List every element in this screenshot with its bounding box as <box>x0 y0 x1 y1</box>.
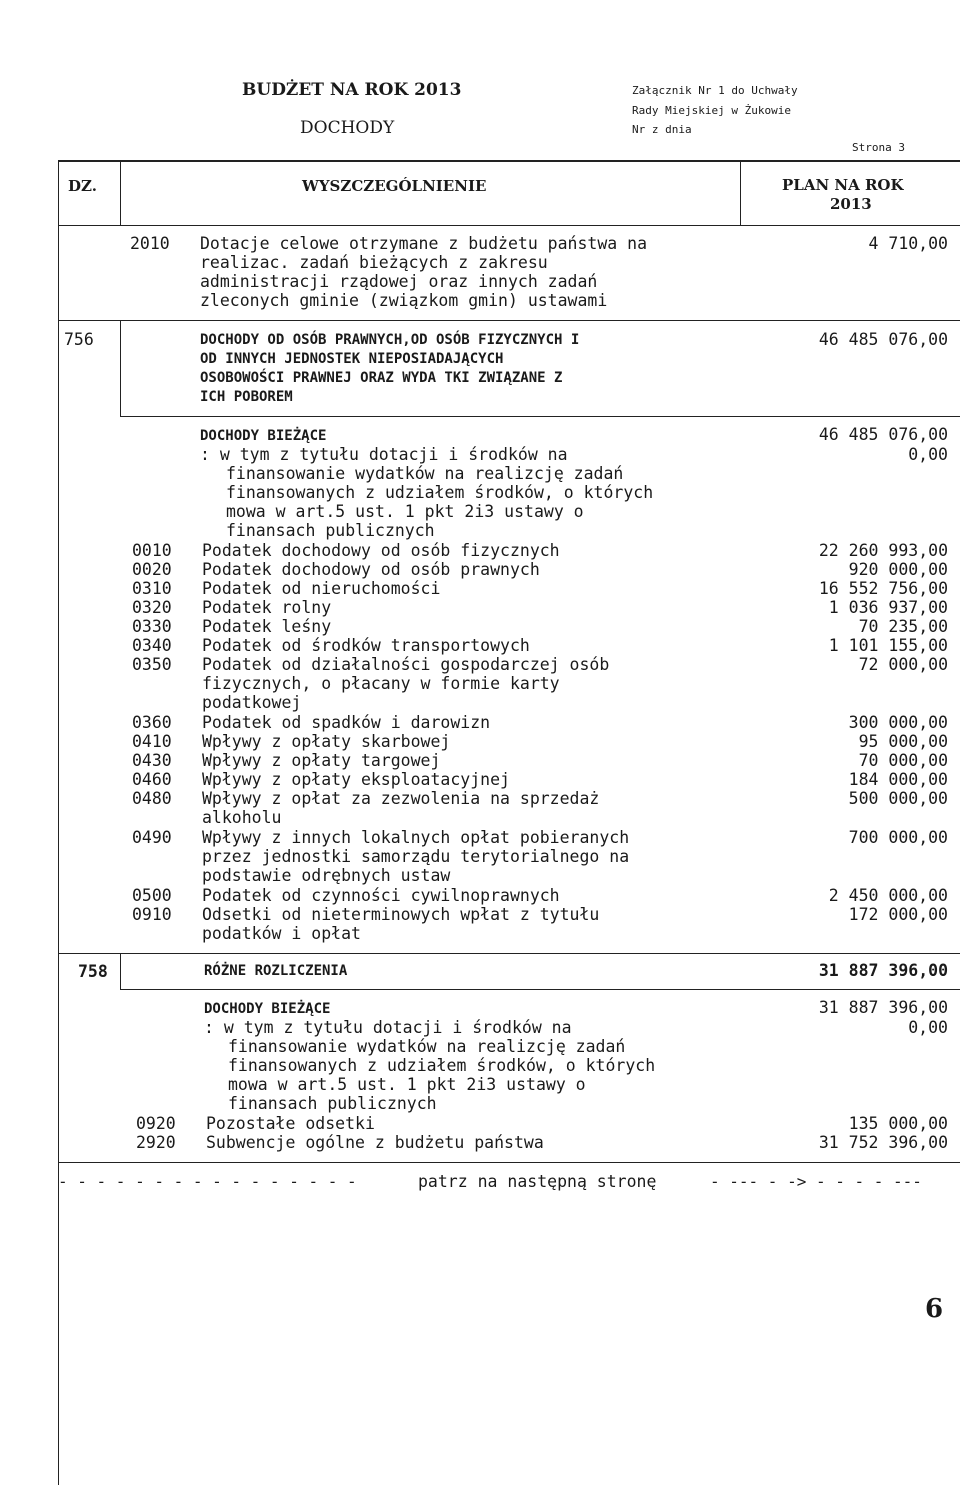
item-description: alkoholu <box>202 808 282 827</box>
subsection-note: : w tym z tytułu dotacji i środków na <box>204 1018 572 1037</box>
row-code: 2010 <box>130 234 170 253</box>
item-description: Wpływy z opłaty skarbowej <box>202 732 451 751</box>
item-amount: 16 552 756,00 <box>818 579 948 598</box>
item-amount: 1 036 937,00 <box>828 598 948 617</box>
item-code: 0330 <box>132 617 172 636</box>
row-description: realizac. zadań bieżących z zakresu <box>200 253 548 272</box>
subsection-amount: 31 887 396,00 <box>818 998 948 1017</box>
item-code: 2920 <box>136 1133 176 1152</box>
row-amount: 4 710,00 <box>868 234 948 253</box>
subsection-note: finansowanie wydatków na realizcję zadań <box>228 1037 626 1056</box>
item-code: 0920 <box>136 1114 176 1133</box>
item-code: 0410 <box>132 732 172 751</box>
section-756-title-bottom <box>120 416 960 417</box>
plan-column-divider <box>740 160 741 226</box>
item-description: podstawie odrębnych ustaw <box>202 866 451 885</box>
item-amount: 31 752 396,00 <box>818 1133 948 1152</box>
item-code: 0020 <box>132 560 172 579</box>
item-description: Podatek dochodowy od osób fizycznych <box>202 541 560 560</box>
item-code: 0360 <box>132 713 172 732</box>
item-code: 0460 <box>132 770 172 789</box>
item-amount: 1 101 155,00 <box>828 636 948 655</box>
item-code: 0500 <box>132 886 172 905</box>
subsection-title: DOCHODY BIEŻĄCE <box>204 1001 331 1017</box>
item-description: Podatek leśny <box>202 617 332 636</box>
table-left-border <box>58 160 59 1485</box>
item-amount: 300 000,00 <box>848 713 948 732</box>
subsection-note: mowa w art.5 ust. 1 pkt 2i3 ustawy o <box>228 1075 586 1094</box>
page-label: Strona 3 <box>852 141 905 154</box>
item-description: podatkowej <box>202 693 302 712</box>
dz-column-divider <box>120 160 121 226</box>
section-title: ICH POBOREM <box>200 389 293 405</box>
item-code: 0010 <box>132 541 172 560</box>
item-amount: 184 000,00 <box>848 770 948 789</box>
subsection-note: finansowanie wydatków na realizcję zadań <box>226 464 624 483</box>
item-description: Podatek od działalności gospodarczej osób <box>202 655 610 674</box>
subsection-note: : w tym z tytułu dotacji i środków na <box>200 445 568 464</box>
item-code: 0310 <box>132 579 172 598</box>
item-description: Subwencje ogólne z budżetu państwa <box>206 1133 544 1152</box>
row-description: zleconych gminie (związkom gmin) ustawami <box>200 291 608 310</box>
item-code: 0910 <box>132 905 172 924</box>
column-header-dz: DZ. <box>68 177 97 195</box>
section-758-title-bottom <box>120 989 960 990</box>
column-header-plan: PLAN NA ROK <box>782 176 904 194</box>
item-amount: 22 260 993,00 <box>818 541 948 560</box>
subsection-note-amount: 0,00 <box>908 1018 948 1037</box>
column-header-description: WYSZCZEGÓLNIENIE <box>302 177 487 195</box>
item-description: fizycznych, o płacany w formie karty <box>202 674 560 693</box>
item-amount: 500 000,00 <box>848 789 948 808</box>
annex-line-1: Załącznik Nr 1 do Uchwały <box>632 84 798 97</box>
item-description: Odsetki od nieterminowych wpłat z tytułu <box>202 905 600 924</box>
subsection-amount: 46 485 076,00 <box>818 425 948 444</box>
subsection-note: finansach publicznych <box>226 521 435 540</box>
item-description: Podatek dochodowy od osób prawnych <box>202 560 540 579</box>
item-code: 0340 <box>132 636 172 655</box>
item-amount: 920 000,00 <box>848 560 948 579</box>
item-description: Podatek od nieruchomości <box>202 579 441 598</box>
item-amount: 95 000,00 <box>858 732 948 751</box>
annex-line-2: Rady Miejskiej w Żukowie <box>632 104 791 117</box>
subsection-title: DOCHODY BIEŻĄCE <box>200 428 327 444</box>
subsection-note: finansowanych z udziałem środków, o których <box>228 1056 656 1075</box>
section-amount: 31 887 396,00 <box>818 961 948 980</box>
item-code: 0480 <box>132 789 172 808</box>
item-amount: 135 000,00 <box>848 1114 948 1133</box>
section-756-divider <box>120 321 121 417</box>
table-top-border <box>58 160 960 162</box>
item-description: Wpływy z opłat za zezwolenia na sprzedaż <box>202 789 600 808</box>
item-code: 0320 <box>132 598 172 617</box>
item-amount: 700 000,00 <box>848 828 948 847</box>
continued-text: patrz na następną stronę <box>418 1172 657 1191</box>
budget-subtitle: DOCHODY <box>300 118 395 138</box>
item-amount: 72 000,00 <box>858 655 948 674</box>
item-description: Podatek rolny <box>202 598 332 617</box>
item-description: Wpływy z opłaty targowej <box>202 751 441 770</box>
subsection-note-amount: 0,00 <box>908 445 948 464</box>
item-description: Podatek od czynności cywilnoprawnych <box>202 886 560 905</box>
item-description: Pozostałe odsetki <box>206 1114 375 1133</box>
item-description: Wpływy z innych lokalnych opłat pobieranych <box>202 828 630 847</box>
row-description: administracji rządowej oraz innych zadań <box>200 272 598 291</box>
item-amount: 2 450 000,00 <box>828 886 948 905</box>
continued-dashes-left: - - - - - - - - - - - - - - - - <box>58 1172 357 1191</box>
item-description: Podatek od środków transportowych <box>202 636 530 655</box>
item-amount: 172 000,00 <box>848 905 948 924</box>
item-description: Wpływy z opłaty eksploatacyjnej <box>202 770 510 789</box>
table-bottom-border <box>58 1162 960 1163</box>
section-code: 756 <box>64 330 94 349</box>
section-756-top <box>58 320 960 321</box>
item-description: przez jednostki samorządu terytorialnego na <box>202 847 630 866</box>
section-title: RÓŻNE ROZLICZENIA <box>204 963 348 979</box>
section-title: OSOBOWOŚCI PRAWNEJ ORAZ WYDA TKI ZWIĄZANE Z <box>200 370 563 386</box>
item-description: Podatek od spadków i darowizn <box>202 713 491 732</box>
section-amount: 46 485 076,00 <box>818 330 948 349</box>
item-amount: 70 000,00 <box>858 751 948 770</box>
item-description: podatków i opłat <box>202 924 361 943</box>
annex-line-3: Nr z dnia <box>632 123 692 136</box>
section-758-divider <box>120 954 121 990</box>
page-number: 6 <box>925 1294 944 1324</box>
budget-title: BUDŻET NA ROK 2013 <box>242 80 462 100</box>
item-amount: 70 235,00 <box>858 617 948 636</box>
subsection-note: mowa w art.5 ust. 1 pkt 2i3 ustawy o <box>226 502 584 521</box>
subsection-note: finansowanych z udziałem środków, o których <box>226 483 654 502</box>
section-758-top <box>58 953 960 954</box>
section-title: DOCHODY OD OSÓB PRAWNYCH,OD OSÓB FIZYCZNYCH I <box>200 332 580 348</box>
continued-dashes-right: - --- - -> - - - - --- <box>710 1172 922 1191</box>
table-header-divider <box>58 225 960 226</box>
row-description: Dotacje celowe otrzymane z budżetu państwa na <box>200 234 648 253</box>
subsection-note: finansach publicznych <box>228 1094 437 1113</box>
column-header-plan-year: 2013 <box>830 195 872 213</box>
section-code: 758 <box>78 962 108 981</box>
item-code: 0350 <box>132 655 172 674</box>
section-title: OD INNYCH JEDNOSTEK NIEPOSIADAJĄCYCH <box>200 351 504 367</box>
item-code: 0430 <box>132 751 172 770</box>
item-code: 0490 <box>132 828 172 847</box>
